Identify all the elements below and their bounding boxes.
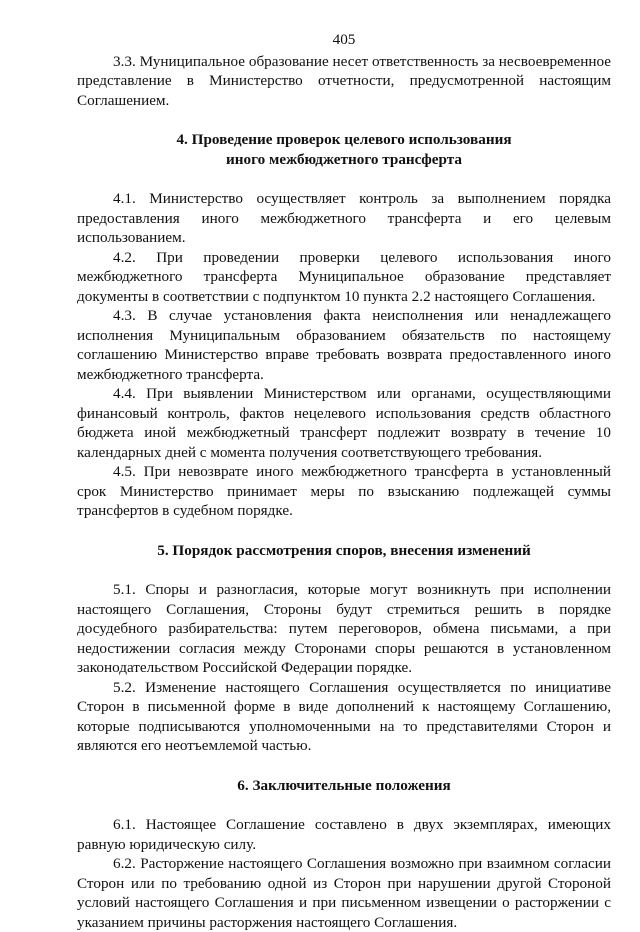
section-heading-4 (77, 130, 611, 169)
paragraph-5-2: 5.2. Изменение настоящего Соглашения осуществляется по инициативе Сторон в письменной форме в виде дополнений к настоящему Соглашению, которые подписываются уполномоченными на то представителями Сторон и являются его неотъемлемой частью. (77, 678, 611, 754)
section-heading-4-line-2: иного межбюджетного трансферта (226, 150, 462, 168)
section-heading-5-line-1: 5. Порядок рассмотрения споров, внесения изменений (157, 541, 531, 559)
paragraph-4-3: 4.3. В случае установления факта неисполнения или ненадлежащего исполнения Муниципальным образованием обязательств по настоящему соглашению Министерство вправе требовать возврата предоставленного иного межбюджетного трансферта. (77, 307, 611, 383)
page-number: 405 (332, 31, 356, 48)
document-page (77, 30, 611, 932)
paragraph-4-4: 4.4. При выявлении Министерством или органами, осуществляющими финансовый контроль, фактов нецелевого использования средств областного бюджета иной межбюджетный трансферт подлежит возврату в течение 10 календарных дней с момента получения соответствующего требования. (77, 385, 611, 461)
section-heading-6-line-1: 6. Заключительные положения (237, 776, 451, 794)
paragraph-6-2: 6.2. Расторжение настоящего Соглашения возможно при взаимном согласии Сторон или по требованию одной из Сторон при нарушении другой Стороной условий настоящего Соглашения и при письменном извещении о расторжении с указанием причины расторжения настоящего Соглашения. (77, 855, 611, 931)
section-heading-6 (77, 776, 611, 796)
paragraph-4-1: 4.1. Министерство осуществляет контроль за выполнением порядка предоставления иного межбюджетного трансферта и его целевым использованием. (77, 190, 611, 246)
section-heading-5 (77, 541, 611, 561)
paragraph-4-5: 4.5. При невозврате иного межбюджетного трансферта в установленный срок Министерство принимает меры по взысканию подлежащей суммы трансфертов в судебном порядке. (77, 463, 611, 519)
paragraph-3-3: 3.3. Муниципальное образование несет ответственность за несвоевременное представление в Министерство отчетности, предусмотренной настоящим Соглашением. (77, 52, 611, 109)
paragraph-5-1: 5.1. Споры и разногласия, которые могут возникнуть при исполнении настоящего Соглашения, Стороны будут стремиться решить в порядке досудебного разбирательства: путем переговоров, обмена письмами, а при недостижении согласия между Сторонами споры решаются в установленном законодательством Российской Федерации порядке. (77, 581, 611, 676)
paragraph-6-1: 6.1. Настоящее Соглашение составлено в двух экземплярах, имеющих равную юридическую силу. (77, 816, 611, 853)
paragraph-4-2: 4.2. При проведении проверки целевого использования иного межбюджетного трансферта Муниципальное образование представляет документы в соответствии с подпунктом 10 пункта 2.2 настоящего Соглашения. (77, 248, 611, 305)
section-heading-4-line-1: 4. Проведение проверок целевого использования (176, 131, 512, 148)
